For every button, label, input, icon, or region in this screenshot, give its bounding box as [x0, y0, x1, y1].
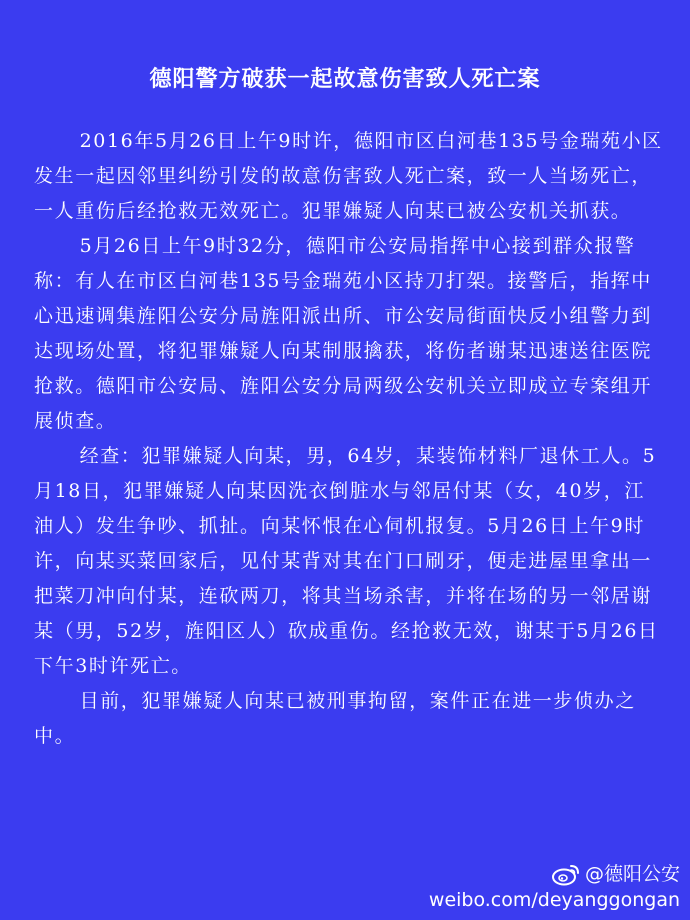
paragraph-1: 2016年5月26日上午9时许，德阳市区白河巷135号金瑞苑小区发生一起因邻里纠纷引发的故意伤害致人死亡案，致一人当场死亡，一人重伤后经抢救无效死亡。犯罪嫌疑人向某已被公安机关抓获。: [34, 130, 663, 222]
document-title: 德阳警方破获一起故意伤害致人死亡案: [149, 66, 541, 92]
paragraph-2: 5月26日上午9时32分，德阳市公安局指挥中心接到群众报警称：有人在市区白河巷135号金瑞苑小区持刀打架。接警后，指挥中心迅速调集旌阳公安分局旌阳派出所、市公安局街面快反小组警力到达现场处置，将犯罪嫌疑人向某制服擒获，将伤者谢某迅速送往医院抢救。德阳市公安局、旌阳公安分局两级公安机关立即成立专案组开展侦查。: [34, 235, 653, 432]
weibo-watermark: [380, 862, 680, 912]
watermark-account-row: [380, 862, 680, 886]
paragraph-3: 经查：犯罪嫌疑人向某，男，64岁，某装饰材料厂退休工人。5月18日，犯罪嫌疑人向某因洗衣倒脏水与邻居付某（女，40岁，江油人）发生争吵、抓扯。向某怀恨在心伺机报复。5月26日上午9时许，向某买菜回家后，见付某背对其在门口刷牙，便走进屋里拿出一把菜刀冲向付某，连砍两刀，将其当场杀害，并将在场的另一邻居谢某（男，52岁，旌阳区人）砍成重伤。经抢救无效，谢某于5月26日下午3时许死亡。: [34, 445, 659, 677]
watermark-account: @德阳公安: [584, 863, 680, 885]
document-body: [34, 124, 664, 754]
watermark-url: weibo.com/deyanggongan: [428, 889, 680, 911]
weibo-icon: [551, 862, 581, 886]
paragraph-4: 目前，犯罪嫌疑人向某已被刑事拘留，案件正在进一步侦办之中。: [34, 690, 636, 747]
